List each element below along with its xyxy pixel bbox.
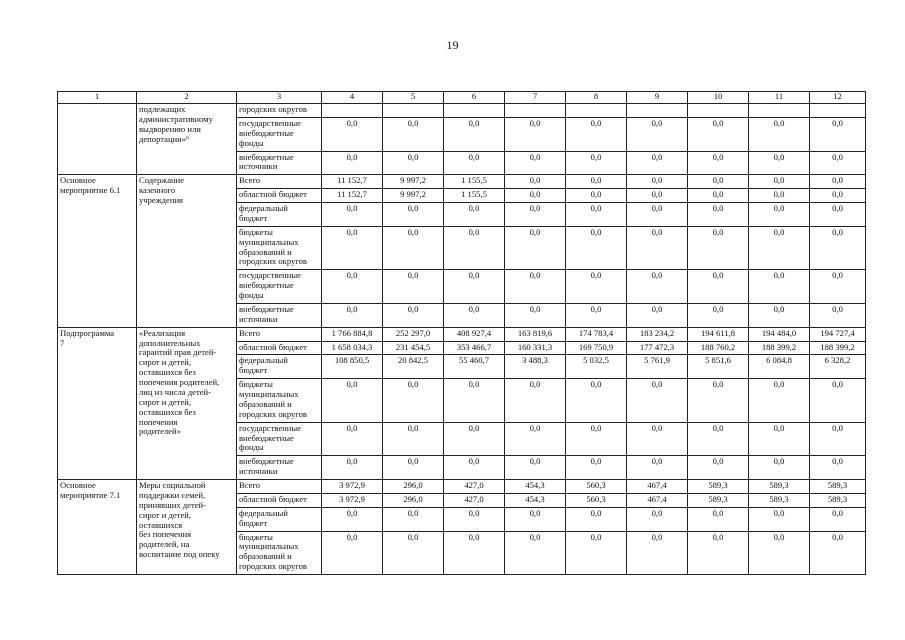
value-cell xyxy=(322,104,383,118)
value-cell: 0,0 xyxy=(505,303,566,327)
value-cell: 0,0 xyxy=(322,117,383,151)
value-cell: 9 997,2 xyxy=(383,175,444,189)
value-cell: 0,0 xyxy=(383,270,444,304)
value-cell: 353 466,7 xyxy=(444,341,505,355)
value-cell: 188 760,2 xyxy=(688,341,749,355)
value-cell: 0,0 xyxy=(810,422,866,456)
funding-source-cell xyxy=(237,379,322,423)
value-cell: 0,0 xyxy=(627,175,688,189)
value-cell: 6 328,2 xyxy=(810,355,866,379)
value-cell: 589,3 xyxy=(688,493,749,507)
value-cell: 408 927,4 xyxy=(444,327,505,341)
value-cell: 0,0 xyxy=(505,203,566,227)
value-cell: 0,0 xyxy=(566,456,627,480)
value-cell: 0,0 xyxy=(810,303,866,327)
program-description: Меры социальной поддержки семей, принявших детей- сирот и детей, оставшихся без попечения родителей, на воспитание под опеку xyxy=(139,480,220,560)
value-cell: 589,3 xyxy=(749,480,810,494)
value-cell: 0,0 xyxy=(383,422,444,456)
value-cell: 0,0 xyxy=(749,175,810,189)
value-cell: 0,0 xyxy=(444,379,505,423)
funding-source-cell xyxy=(237,327,322,341)
program-label-cell xyxy=(58,480,137,575)
value-cell: 5 851,6 xyxy=(688,355,749,379)
value-cell: 0,0 xyxy=(627,226,688,270)
value-cell: 0,0 xyxy=(688,189,749,203)
header-cell: 7 xyxy=(505,92,566,104)
funding-source-label: городских округов xyxy=(239,104,307,114)
funding-source-cell xyxy=(237,341,322,355)
value-cell: 0,0 xyxy=(810,203,866,227)
value-cell: 0,0 xyxy=(566,151,627,175)
value-cell: 0,0 xyxy=(749,531,810,575)
value-cell: 427,0 xyxy=(444,493,505,507)
funding-source-label: федеральный бюджет xyxy=(239,355,288,376)
funding-source-cell xyxy=(237,493,322,507)
value-cell: 1 155,5 xyxy=(444,189,505,203)
value-cell: 0,0 xyxy=(444,151,505,175)
value-cell: 427,0 xyxy=(444,480,505,494)
funding-source-label: бюджеты муниципальных образований и городских округов xyxy=(239,379,307,419)
value-cell xyxy=(810,104,866,118)
value-cell: 0,0 xyxy=(505,379,566,423)
program-description: подлежащих административному выдворению или депортации»⁶ xyxy=(139,104,213,144)
value-cell: 6 084,8 xyxy=(749,355,810,379)
program-label: Подпрограмма 7 xyxy=(60,327,115,348)
value-cell: 169 750,9 xyxy=(566,341,627,355)
funding-source-cell xyxy=(237,151,322,175)
value-cell: 0,0 xyxy=(444,456,505,480)
value-cell: 0,0 xyxy=(749,303,810,327)
program-label: Основное мероприятие 6.1 xyxy=(60,175,121,196)
table-row xyxy=(58,175,866,189)
value-cell: 0,0 xyxy=(383,151,444,175)
value-cell: 0,0 xyxy=(688,303,749,327)
value-cell: 0,0 xyxy=(383,226,444,270)
value-cell: 188 399,2 xyxy=(810,341,866,355)
value-cell: 0,0 xyxy=(810,456,866,480)
funding-source-label: бюджеты муниципальных образований и городских округов xyxy=(239,531,307,572)
value-cell: 0,0 xyxy=(505,117,566,151)
funding-source-label: федеральный бюджет xyxy=(239,203,288,223)
value-cell: 296,0 xyxy=(383,480,444,494)
header-cell: 6 xyxy=(444,92,505,104)
value-cell: 0,0 xyxy=(322,303,383,327)
value-cell: 0,0 xyxy=(749,226,810,270)
value-cell: 194 611,8 xyxy=(688,327,749,341)
value-cell: 589,3 xyxy=(688,480,749,494)
value-cell: 5 761,9 xyxy=(627,355,688,379)
value-cell: 11 152,7 xyxy=(322,189,383,203)
funding-source-label: областной бюджет xyxy=(239,189,307,200)
value-cell: 0,0 xyxy=(505,531,566,575)
value-cell: 231 454,5 xyxy=(383,341,444,355)
value-cell: 0,0 xyxy=(322,507,383,531)
value-cell: 1 155,5 xyxy=(444,175,505,189)
value-cell: 0,0 xyxy=(688,226,749,270)
value-cell: 560,3 xyxy=(566,493,627,507)
funding-source-label: Всего xyxy=(239,175,261,186)
value-cell: 0,0 xyxy=(383,507,444,531)
value-cell: 0,0 xyxy=(444,270,505,304)
funding-source-label: областной бюджет xyxy=(239,493,307,504)
value-cell: 0,0 xyxy=(505,456,566,480)
value-cell: 0,0 xyxy=(627,151,688,175)
value-cell: 11 152,7 xyxy=(322,175,383,189)
value-cell: 560,3 xyxy=(566,480,627,494)
value-cell: 160 331,3 xyxy=(505,341,566,355)
value-cell: 454,3 xyxy=(505,493,566,507)
value-cell: 0,0 xyxy=(810,270,866,304)
value-cell: 0,0 xyxy=(383,379,444,423)
value-cell: 55 460,7 xyxy=(444,355,505,379)
value-cell: 0,0 xyxy=(627,422,688,456)
funding-source-label: областной бюджет xyxy=(239,341,307,352)
funding-source-cell xyxy=(237,203,322,227)
value-cell: 0,0 xyxy=(688,151,749,175)
value-cell: 0,0 xyxy=(505,422,566,456)
value-cell: 108 850,5 xyxy=(322,355,383,379)
value-cell: 0,0 xyxy=(566,189,627,203)
value-cell xyxy=(383,104,444,118)
value-cell: 0,0 xyxy=(749,151,810,175)
value-cell: 0,0 xyxy=(505,507,566,531)
value-cell: 589,3 xyxy=(749,493,810,507)
funding-source-cell xyxy=(237,175,322,189)
value-cell: 467,4 xyxy=(627,480,688,494)
program-description-cell xyxy=(137,327,237,479)
value-cell: 0,0 xyxy=(810,189,866,203)
value-cell: 0,0 xyxy=(322,270,383,304)
funding-source-label: государственные внебюджетные фонды xyxy=(239,422,301,453)
value-cell: 0,0 xyxy=(688,531,749,575)
value-cell: 0,0 xyxy=(444,303,505,327)
value-cell: 0,0 xyxy=(322,379,383,423)
header-cell: 4 xyxy=(322,92,383,104)
value-cell: 0,0 xyxy=(322,422,383,456)
funding-source-cell xyxy=(237,507,322,531)
value-cell: 0,0 xyxy=(810,175,866,189)
value-cell: 9 997,2 xyxy=(383,189,444,203)
value-cell: 0,0 xyxy=(505,151,566,175)
value-cell: 0,0 xyxy=(688,507,749,531)
program-description: Содержание казенного учреждения xyxy=(139,175,185,205)
value-cell: 0,0 xyxy=(810,531,866,575)
value-cell: 0,0 xyxy=(444,203,505,227)
value-cell xyxy=(444,104,505,118)
value-cell: 0,0 xyxy=(566,175,627,189)
funding-source-label: Всего xyxy=(239,327,261,338)
value-cell: 589,3 xyxy=(810,480,866,494)
value-cell: 0,0 xyxy=(810,226,866,270)
value-cell: 0,0 xyxy=(566,379,627,423)
value-cell: 0,0 xyxy=(810,507,866,531)
value-cell: 0,0 xyxy=(322,151,383,175)
value-cell: 0,0 xyxy=(810,117,866,151)
value-cell: 0,0 xyxy=(749,379,810,423)
value-cell xyxy=(688,104,749,118)
value-cell: 0,0 xyxy=(810,151,866,175)
value-cell: 0,0 xyxy=(322,226,383,270)
budget-table xyxy=(57,91,866,575)
funding-source-cell xyxy=(237,531,322,575)
funding-source-cell xyxy=(237,480,322,494)
funding-source-cell xyxy=(237,104,322,118)
funding-source-label: внебюджетные источники xyxy=(239,151,294,172)
value-cell: 3 972,9 xyxy=(322,493,383,507)
value-cell: 0,0 xyxy=(688,117,749,151)
value-cell: 0,0 xyxy=(444,117,505,151)
header-cell: 9 xyxy=(627,92,688,104)
table-row xyxy=(58,327,866,341)
funding-source-label: федеральный бюджет xyxy=(239,507,288,528)
page-number: 19 xyxy=(446,38,459,52)
header-row xyxy=(58,92,866,104)
value-cell: 0,0 xyxy=(749,507,810,531)
value-cell xyxy=(749,104,810,118)
value-cell: 0,0 xyxy=(627,379,688,423)
funding-source-cell xyxy=(237,117,322,151)
value-cell: 0,0 xyxy=(505,270,566,304)
value-cell: 0,0 xyxy=(749,189,810,203)
value-cell: 0,0 xyxy=(566,270,627,304)
funding-source-cell xyxy=(237,422,322,456)
program-description-cell xyxy=(137,175,237,327)
value-cell: 3 972,9 xyxy=(322,480,383,494)
value-cell: 0,0 xyxy=(688,456,749,480)
value-cell xyxy=(627,104,688,118)
value-cell: 0,0 xyxy=(383,531,444,575)
value-cell: 0,0 xyxy=(322,203,383,227)
table-body xyxy=(58,104,866,575)
value-cell: 0,0 xyxy=(627,456,688,480)
value-cell: 0,0 xyxy=(749,203,810,227)
value-cell: 183 234,2 xyxy=(627,327,688,341)
funding-source-label: Всего xyxy=(239,480,261,490)
value-cell xyxy=(505,104,566,118)
funding-source-cell xyxy=(237,226,322,270)
value-cell: 3 488,3 xyxy=(505,355,566,379)
funding-source-label: бюджеты муниципальных образований и городских округов xyxy=(239,226,307,267)
value-cell: 0,0 xyxy=(566,303,627,327)
value-cell: 252 297,0 xyxy=(383,327,444,341)
program-label-cell xyxy=(58,175,137,327)
value-cell: 0,0 xyxy=(505,226,566,270)
value-cell: 454,3 xyxy=(505,480,566,494)
header-cell: 3 xyxy=(237,92,322,104)
value-cell: 5 032,5 xyxy=(566,355,627,379)
value-cell: 0,0 xyxy=(322,531,383,575)
value-cell: 0,0 xyxy=(627,117,688,151)
value-cell: 163 819,6 xyxy=(505,327,566,341)
value-cell: 0,0 xyxy=(444,507,505,531)
program-label-cell xyxy=(58,327,137,479)
value-cell xyxy=(566,104,627,118)
value-cell: 0,0 xyxy=(383,117,444,151)
value-cell: 589,3 xyxy=(810,493,866,507)
value-cell: 0,0 xyxy=(383,203,444,227)
program-description-cell xyxy=(137,104,237,175)
value-cell: 194 727,4 xyxy=(810,327,866,341)
value-cell: 296,0 xyxy=(383,493,444,507)
value-cell: 0,0 xyxy=(627,189,688,203)
header-cell: 11 xyxy=(749,92,810,104)
value-cell: 0,0 xyxy=(688,422,749,456)
value-cell: 0,0 xyxy=(688,379,749,423)
header-cell: 2 xyxy=(137,92,237,104)
value-cell: 0,0 xyxy=(688,203,749,227)
value-cell: 0,0 xyxy=(627,203,688,227)
value-cell: 0,0 xyxy=(444,226,505,270)
value-cell: 0,0 xyxy=(627,531,688,575)
value-cell: 0,0 xyxy=(566,507,627,531)
funding-source-cell xyxy=(237,270,322,304)
value-cell: 0,0 xyxy=(566,226,627,270)
table-row xyxy=(58,480,866,494)
value-cell: 0,0 xyxy=(688,175,749,189)
value-cell: 0,0 xyxy=(444,422,505,456)
funding-source-cell xyxy=(237,189,322,203)
value-cell: 0,0 xyxy=(383,456,444,480)
value-cell: 0,0 xyxy=(505,175,566,189)
value-cell: 467,4 xyxy=(627,493,688,507)
program-description: «Реализация дополнительных гарантий прав детей- сирот и детей, оставшихся без попечения родителей, лиц из числа детей- сирот и детей, оставшихся без попечения родителей» xyxy=(139,327,220,437)
header-cell: 5 xyxy=(383,92,444,104)
header-cell: 1 xyxy=(58,92,137,104)
header-cell: 8 xyxy=(566,92,627,104)
funding-source-cell xyxy=(237,355,322,379)
value-cell: 0,0 xyxy=(810,379,866,423)
value-cell: 1 766 884,8 xyxy=(322,327,383,341)
program-label: Основное мероприятие 7.1 xyxy=(60,480,121,500)
value-cell: 0,0 xyxy=(749,270,810,304)
value-cell: 0,0 xyxy=(505,189,566,203)
value-cell: 194 484,0 xyxy=(749,327,810,341)
funding-source-cell xyxy=(237,456,322,480)
value-cell: 0,0 xyxy=(627,270,688,304)
value-cell: 0,0 xyxy=(566,117,627,151)
header-cell: 10 xyxy=(688,92,749,104)
funding-source-cell xyxy=(237,303,322,327)
value-cell: 174 783,4 xyxy=(566,327,627,341)
value-cell: 20 842,5 xyxy=(383,355,444,379)
value-cell: 0,0 xyxy=(383,303,444,327)
value-cell: 0,0 xyxy=(627,303,688,327)
value-cell: 0,0 xyxy=(566,422,627,456)
funding-source-label: государственные внебюджетные фонды xyxy=(239,270,301,300)
program-label-cell xyxy=(58,104,137,175)
value-cell: 0,0 xyxy=(688,270,749,304)
value-cell: 0,0 xyxy=(749,456,810,480)
program-description-cell xyxy=(137,480,237,575)
value-cell: 1 658 034,3 xyxy=(322,341,383,355)
value-cell: 0,0 xyxy=(749,117,810,151)
value-cell: 0,0 xyxy=(566,531,627,575)
funding-source-label: государственные внебюджетные фонды xyxy=(239,117,301,148)
value-cell: 0,0 xyxy=(322,456,383,480)
header-cell: 12 xyxy=(810,92,866,104)
funding-source-label: внебюджетные источники xyxy=(239,303,294,324)
value-cell: 0,0 xyxy=(627,507,688,531)
value-cell: 0,0 xyxy=(749,422,810,456)
value-cell: 188 399,2 xyxy=(749,341,810,355)
table-row xyxy=(58,104,866,118)
value-cell: 0,0 xyxy=(444,531,505,575)
value-cell: 0,0 xyxy=(566,203,627,227)
funding-source-label: внебюджетные источники xyxy=(239,456,294,477)
value-cell: 177 472,3 xyxy=(627,341,688,355)
